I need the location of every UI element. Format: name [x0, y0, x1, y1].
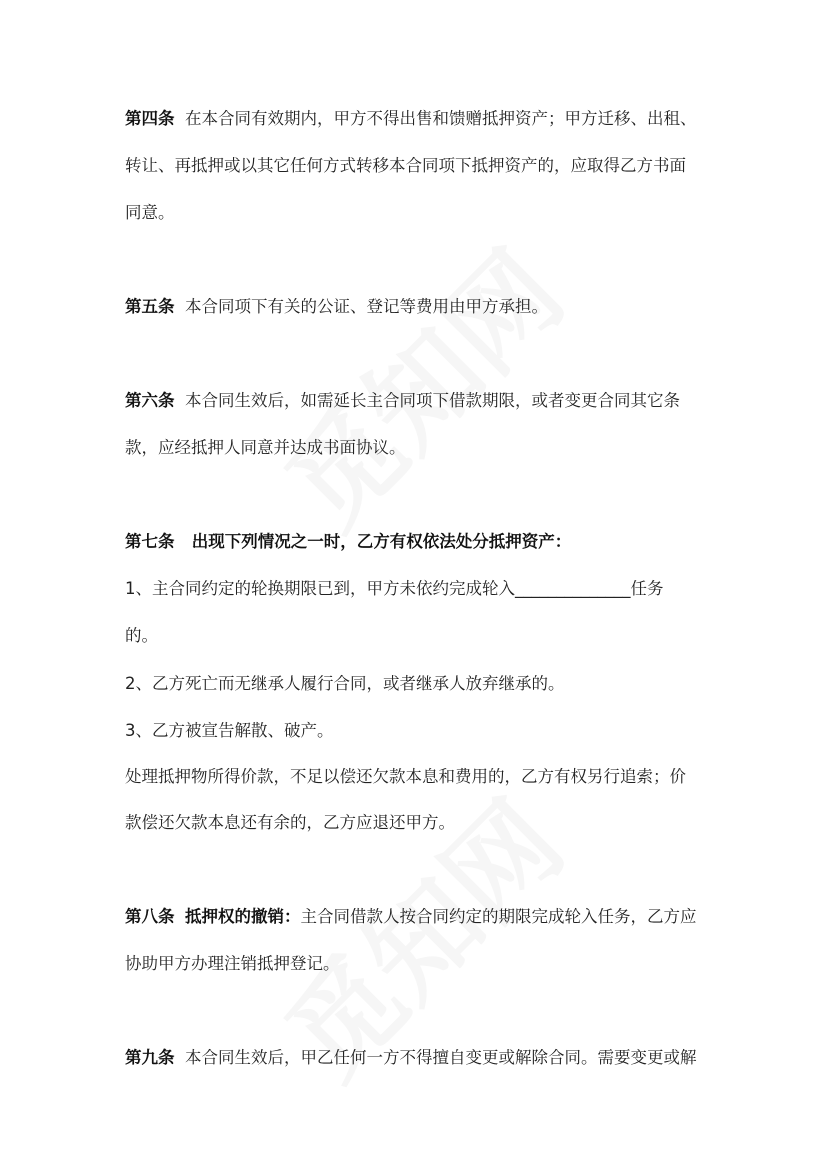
article-4 [125, 107, 697, 131]
article-text: 款偿还欠款本息还有余的，乙方应退还甲方。 [125, 813, 455, 832]
article-heading: 第七条 [125, 532, 175, 551]
article-heading: 第九条 [125, 1048, 175, 1067]
article-6 [125, 389, 680, 413]
list-item: 2、乙方死亡而无继承人履行合同，或者继承人放弃继承的。 [125, 674, 565, 693]
article-text: 款，应经抵押人同意并达成书面协议。 [125, 438, 406, 457]
article-text: 本合同生效后，如需延长主合同项下借款期限，或者变更合同其它条 [185, 391, 680, 410]
article-heading: 第四条 [125, 109, 175, 128]
article-7 [125, 530, 571, 554]
article-text: 本合同生效后，甲乙任何一方不得擅自变更或解除合同。需要变更或解 [185, 1048, 697, 1067]
list-item: 1、主合同约定的轮换期限已到，甲方未依约完成轮入______________任务 [125, 579, 664, 598]
article-text: 在本合同有效期内，甲方不得出售和馈赠抵押资产；甲方迁移、出租、 [185, 109, 697, 128]
article-heading: 第六条 [125, 391, 175, 410]
list-item: 的。 [125, 626, 158, 645]
article-text: 主合同借款人按合同约定的期限完成轮入任务，乙方应 [300, 907, 697, 926]
article-heading: 第五条 [125, 297, 175, 316]
article-text: 协助甲方办理注销抵押登记。 [125, 954, 340, 973]
article-heading: 第八条 [125, 907, 175, 926]
article-9 [125, 1046, 697, 1070]
article-5 [125, 295, 548, 319]
list-item: 3、乙方被宣告解散、破产。 [125, 721, 334, 740]
article-text: 转让、再抵押或以其它任何方式转移本合同项下抵押资产的，应取得乙方书面 [125, 156, 686, 175]
article-text: 同意。 [125, 203, 175, 222]
article-subheading: 抵押权的撤销： [185, 907, 301, 926]
article-text: 本合同项下有关的公证、登记等费用由甲方承担。 [185, 297, 548, 316]
article-text: 处理抵押物所得价款，不足以偿还欠款本息和费用的，乙方有权另行追索；价 [125, 767, 686, 786]
article-text: 出现下列情况之一时，乙方有权依法处分抵押资产： [191, 532, 572, 551]
article-8 [125, 905, 697, 929]
